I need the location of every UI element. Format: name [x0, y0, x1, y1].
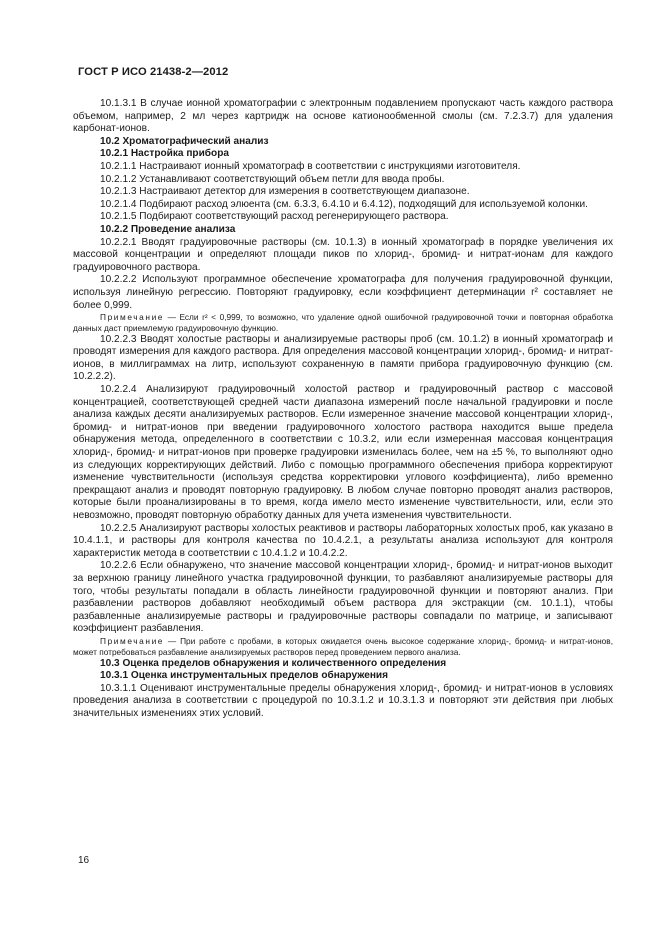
document-body — [73, 98, 613, 721]
note-2-text: — При работе с пробами, в которых ожидается очень высокое содержание хлорид-, бромид- и нитрат-ионов, может потребоваться разбавление анализируемых растворов перед проведением первого анализа. — [73, 635, 613, 657]
heading-10-2-1: 10.2.1 Настройка прибора — [100, 148, 229, 160]
heading-10-3: 10.3 Оценка пределов обнаружения и количественного определения — [100, 657, 447, 669]
note-1 — [73, 312, 613, 334]
paragraph-10-2-1-2: 10.2.1.2 Устанавливают соответствующий объем петли для ввода пробы. — [100, 173, 445, 185]
paragraph-10-2-1-4: 10.2.1.4 Подбирают расход элюента (см. 6.3.3, 6.4.10 и 6.4.12), подходящий для используемой колонки. — [100, 198, 588, 210]
paragraph-10-2-2-4: 10.2.2.4 Анализируют градуировочный холостой раствор и градуировочный раствор с массовой концентрацией, соответствующей средней части диапазона измерений после начальной градуировки и после анализа каждых десяти анализируемых растворов. Если измеренное значение массовой концентрации хлорид-, бромид- и нитрат-ионов при введении градуировочного холостого раствора находится выше предела обнаружения метода, определенного в соответствии с 10.3.2, или если измеренная массовая концентрация хлорид-, бромид- и нитрат-ионов при проверке градуировки изменилась более, чем на ±5 %, то выполняют одно из следующих корректирующих действий. Либо с помощью программного обеспечения прибора корректируют изменение чувствительности (используя средства корректировки углового коэффициента), либо временно прекращают анализ и проводят повторную градуировку. В любом случае повторно проводят анализ растворов, которые были проанализированы в то время, когда имело место изменение чувствительности, или, если это невозможно, проводят повторную обработку данных для учета изменения чувствительности. — [73, 384, 613, 521]
paragraph-10-2-2-3: 10.2.2.3 Вводят холостые растворы и анализируемые растворы проб (см. 10.1.2) в ионный хроматограф и проводят измерения для каждого раствора. Для определения массовой концентрации хлорид-, бромид- и нитрат-ионов, в миллиграммах на литр, используют сохраненную в памяти прибора градуировочную функцию (см. 10.2.2.2). — [73, 333, 613, 383]
note-1-label: Примечание — [100, 312, 165, 323]
note-2 — [73, 636, 613, 658]
paragraph-10-2-2-6: 10.2.2.6 Если обнаружено, что значение массовой концентрации хлорид-, бромид- и нитрат-ионов выходит за верхнюю границу линейного участка градуировочной функции, то разбавляют анализируемые растворы для того, чтобы результаты попадали в область линейности градуировочной функции и повторяют анализ. При разбавлении растворов добавляют необходимый объем раствора для экстракции (см. 10.1.1), чтобы разбавленные анализируемые растворы и градуировочные растворы совпадали по матрице, и записывают коэффициент разбавления. — [73, 560, 613, 635]
heading-10-2-2: 10.2.2 Проведение анализа — [100, 223, 236, 235]
note-1-text: — Если r² < 0,999, то возможно, что удаление одной ошибочной градуировочной точки и повторная обработка данных даст приемлемую градуировочную функцию. — [73, 312, 613, 333]
paragraph-10-1-3-1: 10.1.3.1 В случае ионной хроматографии с электронным подавлением пропускают часть каждого раствора объемом, например, 2 мл через картридж на основе катионообменной смолы (см. 7.2.3.7) для удаления карбонат-ионов. — [73, 98, 613, 135]
paragraph-10-2-2-1: 10.2.2.1 Вводят градуировочные растворы (см. 10.1.3) в ионный хроматограф в порядке увеличения их массовой концентрации и определяют площади пиков по хлорид-, бромид- и нитрат-ионам для каждого градуировочного раствора. — [73, 236, 613, 273]
paragraph-10-2-1-1: 10.2.1.1 Настраивают ионный хроматограф в соответствии с инструкциями изготовителя. — [100, 160, 521, 172]
heading-10-3-1: 10.3.1 Оценка инструментальных пределов обнаружения — [100, 670, 389, 682]
note-2-label: Примечание — [100, 635, 165, 646]
paragraph-10-2-2-2: 10.2.2.2 Используют программное обеспечение хроматографа для получения градуировочной функции, используя линейную регрессию. Повторяют градуировку, если коэффициент детерминации r² составляет не более 0,999. — [73, 274, 613, 311]
page-number: 16 — [78, 855, 90, 866]
paragraph-10-2-2-5: 10.2.2.5 Анализируют растворы холостых реактивов и растворы лабораторных холостых проб, как указано в 10.4.1.1, и растворы для контроля качества по 10.4.2.1, а результаты анализа используют для контроля характеристик метода в соответствии с 10.4.1.2 и 10.4.2.2. — [73, 522, 613, 559]
heading-10-2: 10.2 Хроматографический анализ — [100, 135, 269, 147]
paragraph-10-2-1-3: 10.2.1.3 Настраивают детектор для измерения в соответствующем диапазоне. — [100, 186, 470, 198]
standard-designation: ГОСТ Р ИСО 21438-2—2012 — [78, 66, 229, 78]
paragraph-10-2-1-5: 10.2.1.5 Подбирают соответствующий расход регенерирующего раствора. — [100, 211, 449, 223]
paragraph-10-3-1-1: 10.3.1.1 Оценивают инструментальные пределы обнаружения хлорид-, бромид- и нитрат-ионов в условиях проведения анализа в соответствии с процедурой по 10.3.1.2 и 10.3.1.3 и повторяют эти действия при любых значительных изменениях этих условий. — [73, 682, 613, 719]
